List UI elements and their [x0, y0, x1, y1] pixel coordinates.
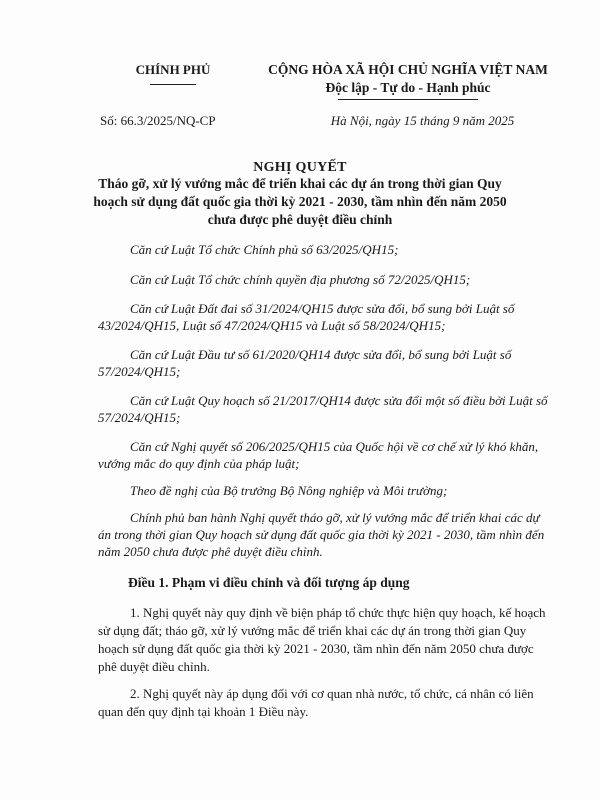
article-1-clause-1: 1. Nghị quyết này quy định về biện pháp tổ chức thực hiện quy hoạch, kế hoạch sử dụng đất; tháo gỡ, xử lý vướng mắc để triển khai các dự án trong thời gian Quy hoạch sử dụng đất quốc gia thời kỳ 2021 - 2030, tầm nhìn đến năm 2050 chưa được phê duyệt điều chỉnh. — [98, 605, 546, 674]
article-1-clause-2: 2. Nghị quyết này áp dụng đối với cơ quan nhà nước, tổ chức, cá nhân có liên quan đến quy định tại khoản 1 Điều này. — [98, 686, 534, 719]
issuer-underline — [150, 84, 196, 85]
preamble-item: Căn cứ Luật Đầu tư số 61/2020/QH14 được sửa đổi, bổ sung bởi Luật số 57/2024/QH15; — [98, 347, 512, 379]
issuer-name: CHÍNH PHỦ — [135, 62, 211, 77]
document-subject: Tháo gỡ, xử lý vướng mắc để triển khai các dự án trong thời gian Quy hoạch sử dụng đất quốc gia thời kỳ 2021 - 2030, tầm nhìn đến năm 2050 chưa được phê duyệt điều chỉnh — [93, 176, 507, 227]
preamble-item: Theo đề nghị của Bộ trưởng Bộ Nông nghiệp và Môi trường; — [130, 483, 448, 498]
preamble-item: Căn cứ Nghị quyết số 206/2025/QH15 của Quốc hội về cơ chế xử lý khó khăn, vướng mắc do quy định của pháp luật; — [98, 439, 539, 471]
national-motto: Độc lập - Tự do - Hạnh phúc — [325, 80, 491, 95]
document-number: Số: 66.3/2025/NQ-CP — [100, 113, 216, 128]
country-name: CỘNG HÒA XÃ HỘI CHỦ NGHĨA VIỆT NAM — [268, 62, 548, 77]
motto-underline — [338, 99, 478, 100]
document-type: NGHỊ QUYẾT — [253, 160, 347, 175]
place-and-date: Hà Nội, ngày 15 tháng 9 năm 2025 — [330, 113, 515, 128]
preamble-item: Căn cứ Luật Quy hoạch số 21/2017/QH14 được sửa đổi một số điều bởi Luật số 57/2024/QH15; — [98, 393, 548, 425]
preamble-item: Căn cứ Luật Đất đai số 31/2024/QH15 được sửa đổi, bổ sung bởi Luật số 43/2024/QH15, Luật số 47/2024/QH15 và Luật số 58/2024/QH15; — [98, 301, 515, 333]
preamble-item: Căn cứ Luật Tổ chức chính quyền địa phương số 72/2025/QH15; — [130, 272, 471, 287]
preamble-item: Căn cứ Luật Tổ chức Chính phủ số 63/2025/QH15; — [130, 242, 399, 257]
article-1-title: Điều 1. Phạm vi điều chỉnh và đối tượng áp dụng — [128, 575, 410, 590]
preamble-item: Chính phủ ban hành Nghị quyết tháo gỡ, xử lý vướng mắc để triển khai các dự án trong thời gian Quy hoạch sử dụng đất quốc gia thời kỳ 2021 - 2030, tầm nhìn đến năm 2050 chưa được phê duyệt điều chỉnh. — [98, 510, 545, 559]
